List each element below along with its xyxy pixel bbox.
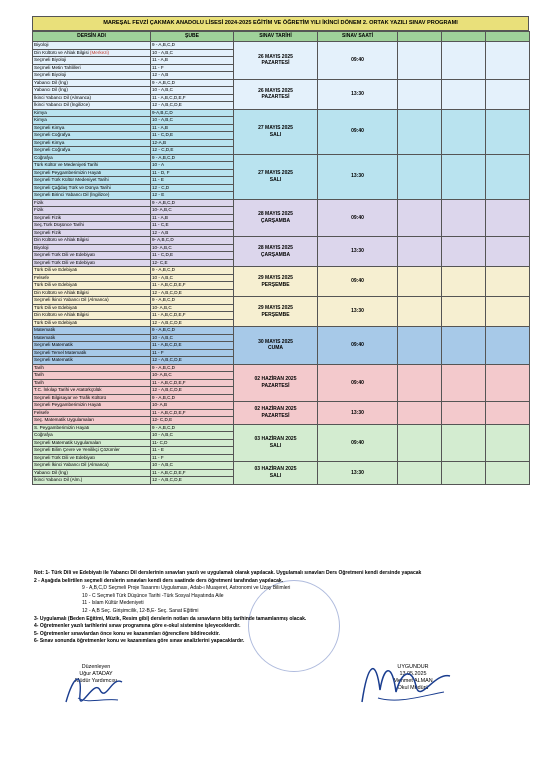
table-row <box>33 297 530 305</box>
exam-date-line: 30 MAYIS 2025 <box>258 338 293 345</box>
empty-cell <box>442 154 486 199</box>
exam-date-cell <box>234 424 318 462</box>
course-cell: Fizik <box>33 207 151 215</box>
section-cell: 10 - A <box>151 162 234 170</box>
section-cell: 12- C,E <box>151 259 234 267</box>
signature-left <box>56 664 136 685</box>
table-row <box>33 199 530 207</box>
exam-date-cell <box>234 364 318 402</box>
course-cell: Coğrafya <box>33 432 151 440</box>
empty-cell <box>486 424 530 462</box>
exam-date-line: PAZARTESİ <box>261 94 290 100</box>
section-cell: 12 - C,D,E <box>151 147 234 155</box>
exam-date-cell <box>234 79 318 109</box>
exam-time-cell: 13:30 <box>318 462 398 485</box>
empty-cell <box>486 109 530 154</box>
exam-time-cell: 09:40 <box>318 424 398 462</box>
course-cell: Seçmeli Bilim Çevre ve Yenilikçi Çözümler <box>33 447 151 455</box>
section-cell: 10- A,B,C <box>151 304 234 312</box>
exam-date-line: SALI <box>269 176 282 183</box>
course-cell: Tarih <box>33 379 151 387</box>
course-cell: Türk Dili ve Edebiyatı <box>33 282 151 290</box>
section-cell: 11 - A,B,C,D,E <box>151 342 234 350</box>
section-cell: 10 - A,B,C <box>151 87 234 95</box>
empty-cell <box>442 237 486 267</box>
header-section: ŞUBE <box>151 32 234 42</box>
empty-cell <box>486 327 530 365</box>
section-cell: 12 - A,B,C,D,E <box>151 477 234 485</box>
handwritten-signature-left <box>60 668 130 708</box>
exam-date-cell <box>234 154 318 199</box>
section-cell: 10 - A,B,C <box>151 49 234 57</box>
section-cell: 11 - A,B,C,D,E,F <box>151 94 234 102</box>
section-cell: 11 - C,E <box>151 222 234 230</box>
section-cell: 10 - A,B,C <box>151 117 234 125</box>
course-cell: Seçmeli Türk Kültür Medeniyet Tarihi <box>33 177 151 185</box>
section-cell: 11 - A,B,C,D,E,F <box>151 469 234 477</box>
note-line: 6- Sınav sonunda öğretmenler konu ve kazanımlara göre sınav analizlerini yapacaklardır. <box>34 638 245 645</box>
exam-date-cell <box>234 237 318 267</box>
exam-date-cell <box>234 199 318 237</box>
empty-cell <box>442 402 486 425</box>
course-cell: Seçmeli Biyoloji <box>33 72 151 80</box>
course-cell: Coğrafya <box>33 154 151 162</box>
handwritten-signature-right <box>358 652 458 710</box>
empty-cell <box>442 297 486 327</box>
exam-time-cell: 09:40 <box>318 267 398 297</box>
section-cell: 11 - A,B,C,D,E,F <box>151 379 234 387</box>
section-cell: 11 - A,B <box>151 214 234 222</box>
course-cell: Seçmeli Coğrafya <box>33 132 151 140</box>
course-cell: Kimya <box>33 109 151 117</box>
exam-date-line: 02 HAZİRAN 2025 <box>254 406 297 413</box>
course-cell: Yabancı Dil (İng) <box>33 469 151 477</box>
exam-date-line: PERŞEMBE <box>261 281 290 288</box>
exam-date-cell <box>234 327 318 365</box>
exam-date-line: 03 HAZİRAN 2025 <box>254 436 297 443</box>
section-cell: 12 - A,B,C,D,E <box>151 357 234 365</box>
table-header-row <box>33 32 530 42</box>
empty-cell <box>398 199 442 237</box>
exam-date-line: PAZARTESİ <box>261 412 290 419</box>
course-cell: Tarih <box>33 364 151 372</box>
course-cell: Seçmeli Matematik Uygulamaları <box>33 439 151 447</box>
empty-cell <box>398 424 442 462</box>
empty-cell <box>442 267 486 297</box>
empty-cell <box>442 462 486 485</box>
signature-label: Düzenleyen <box>81 664 111 670</box>
exam-date-cell <box>234 297 318 327</box>
course-cell: S. Peygamberimizin Hayatı <box>33 424 151 432</box>
course-cell: Türk Kültür ve Medeniyeti Tarihi <box>33 162 151 170</box>
course-cell: Seçmeli Matematik <box>33 342 151 350</box>
section-cell: 10- A,B,C <box>151 207 234 215</box>
table-row <box>33 424 530 432</box>
exam-schedule <box>32 16 529 485</box>
empty-cell <box>398 79 442 109</box>
principal-role: Okul Müdürü <box>397 685 429 691</box>
section-cell: 10 - A,B,C <box>151 462 234 470</box>
section-cell: 9 - A,B,C,D <box>151 79 234 87</box>
course-cell: Seçmeli Türk Dili ve Edebiyatı <box>33 259 151 267</box>
empty-cell <box>486 402 530 425</box>
section-cell: 10- A,B,C <box>151 372 234 380</box>
table-row <box>33 267 530 275</box>
section-cell: 12 - E <box>151 192 234 200</box>
exam-time-cell: 09:40 <box>318 109 398 154</box>
empty-cell <box>398 42 442 80</box>
exam-date-line: PERŞEMBE <box>261 311 290 318</box>
section-cell: 9 - A,B,C,D <box>151 327 234 335</box>
exam-date-line: PAZARTESİ <box>261 60 290 67</box>
note-line: Not: 1- Türk Dili ve Edebiyatı ile Yabancı Dil derslerinin sınavları yazılı ve uygulamalı olarak yapılacak. Uygulamalı sınavları Ders Öğretmeni kendi dersinde yapacak <box>34 570 422 576</box>
empty-cell <box>486 154 530 199</box>
section-cell: 11 - A,B,C,D,E,F <box>151 409 234 417</box>
exam-date-cell <box>234 267 318 297</box>
course-cell: Din Kültürü ve Ahlak Bilgisi (Merkezi) <box>33 49 151 57</box>
header-course: DERSİN ADI <box>33 32 151 42</box>
section-cell: 10 - A,B,C <box>151 334 234 342</box>
notes-section <box>34 570 534 646</box>
course-cell: Seçmeli Temel Matematik <box>33 349 151 357</box>
exam-date-line: 27 MAYIS 2025 <box>258 170 293 176</box>
exam-time-cell: 13:30 <box>318 297 398 327</box>
table-row <box>33 237 530 245</box>
empty-cell <box>398 237 442 267</box>
section-cell: 11 - C,D,E <box>151 252 234 260</box>
section-cell: 12- C,D,E <box>151 417 234 425</box>
course-cell: İkinci Yabancı Dil (Almanca) <box>33 94 151 102</box>
section-cell: 11 - F <box>151 349 234 357</box>
section-cell: 12 - A,B <box>151 72 234 80</box>
course-cell: Fizik <box>33 199 151 207</box>
course-cell: Tarih <box>33 372 151 380</box>
section-cell: 9 - A,B,C,D <box>151 394 234 402</box>
course-cell: Türk Dili ve Edebiyatı <box>33 304 151 312</box>
course-cell: Seçmeli Çağdaş Türk ve Dünya Tarihi <box>33 184 151 192</box>
empty-cell <box>398 154 442 199</box>
course-cell: Din Kültürü ve Ahlak Bilgisi <box>33 237 151 245</box>
empty-cell <box>486 462 530 485</box>
exam-date-line: 26 MAYIS 2025 <box>258 53 293 60</box>
exam-time-cell: 13:30 <box>318 237 398 267</box>
section-cell: 9- A,B,C,D <box>151 237 234 245</box>
exam-date-cell <box>234 42 318 80</box>
exam-date-line: 29 MAYIS 2025 <box>258 275 293 281</box>
exam-date-line: 03 HAZİRAN 2025 <box>254 466 297 473</box>
exam-time-cell: 13:30 <box>318 154 398 199</box>
course-cell: T.C. İnkılap Tarihi ve Atatürkçülük <box>33 387 151 395</box>
course-cell: Biyoloji <box>33 244 151 252</box>
section-cell: 10- A,B,C <box>151 244 234 252</box>
empty-cell <box>486 199 530 237</box>
empty-cell <box>398 109 442 154</box>
course-cell: Seçmeli Birinci Yabancı Dil (İngilizce) <box>33 192 151 200</box>
empty-cell <box>442 364 486 402</box>
empty-cell <box>442 79 486 109</box>
note-line: 3- Uygulamalı (Beden Eğitimi, Müzik, Resim gibi) derslerin notları da sınavların bitiş tarihinde tamamlanmış olacak. <box>34 615 307 622</box>
section-cell: 11 - A,B <box>151 57 234 65</box>
section-cell: 11 - C,D,E <box>151 132 234 140</box>
exam-time-cell: 09:40 <box>318 199 398 237</box>
header-empty <box>398 32 442 42</box>
table-row <box>33 327 530 335</box>
schedule-table <box>32 31 530 485</box>
section-cell: 9 - A,B,C,D <box>151 42 234 50</box>
exam-date-line: PAZARTESİ <box>261 382 290 389</box>
note-line: 12 - A,B Seç. Girişimcilik, 12-B,E- Seç. Sanat Eğitimi <box>82 607 199 614</box>
empty-cell <box>486 297 530 327</box>
course-cell: Seçmeli İkinci Yabancı Dil (Almanca) <box>33 462 151 470</box>
approval-date: 13.05.2025 <box>399 671 427 677</box>
section-cell: 10- A,B <box>151 402 234 410</box>
exam-date-cell <box>234 109 318 154</box>
course-cell: Seçmeli Fizik <box>33 229 151 237</box>
section-cell: 12 - A,B,C,D,E <box>151 289 234 297</box>
empty-cell <box>398 462 442 485</box>
exam-date-line: 28 MAYIS 2025 <box>258 245 293 251</box>
exam-date-cell <box>234 402 318 425</box>
section-cell: 11- C,D <box>151 439 234 447</box>
section-cell: 9 - A,B,C,D <box>151 199 234 207</box>
section-cell: 12-A,B <box>151 139 234 147</box>
course-cell: İkinci Yabancı Dil (İngilizce) <box>33 102 151 110</box>
exam-date-line: 26 MAYIS 2025 <box>258 87 293 94</box>
empty-cell <box>442 327 486 365</box>
header-empty <box>442 32 486 42</box>
course-cell: Seçmeli Bilgisayar ve Trafik Kültürü <box>33 394 151 402</box>
section-cell: 11 - E <box>151 177 234 185</box>
section-cell: 12 - A,B <box>151 229 234 237</box>
exam-date-line: 29 MAYIS 2025 <box>258 305 293 311</box>
course-note: (Merkezi) <box>88 49 110 55</box>
section-cell: 12 - C,D <box>151 184 234 192</box>
course-cell: Seçmeli Peygamberimizin Hayatı <box>33 402 151 410</box>
course-cell: Türk Dili ve Edebiyatı <box>33 267 151 275</box>
exam-date-line: 27 MAYIS 2025 <box>258 125 293 131</box>
approval-label: UYGUNDUR <box>397 664 429 670</box>
section-cell: 11 - D, F <box>151 169 234 177</box>
course-cell: Seçmeli Türk Dili ve Edebiyatı <box>33 252 151 260</box>
empty-cell <box>398 402 442 425</box>
document-title: MAREŞAL FEVZİ ÇAKMAK ANADOLU LİSESİ 2024-2025 EĞİTİM VE ÖĞRETİM YILI İKİNCİ DÖNEM 2. ORTAK YAZILI SINAV PROGRAMI <box>32 16 529 31</box>
table-row <box>33 364 530 372</box>
empty-cell <box>398 267 442 297</box>
note-line: 9 - A,B,C,D Seçmeli Proje Tasarımı Uygulaması, Adab-ı Muaşeret, Astronomi ve Uzay Bilimleri <box>82 585 291 592</box>
course-cell: Seçmeli Fizik <box>33 214 151 222</box>
table-row <box>33 42 530 50</box>
table-row <box>33 402 530 410</box>
section-cell: 10 - A,B,C <box>151 432 234 440</box>
exam-time-cell: 13:30 <box>318 79 398 109</box>
table-row <box>33 109 530 117</box>
course-cell: Türk Dili ve Edebiyatı <box>33 319 151 327</box>
course-cell: Felsefe <box>33 409 151 417</box>
note-line: 5- Öğretmenler sınavlardan önce konu ve kazanımları öğrencilere bildirecektir. <box>34 630 220 637</box>
course-cell: Kimya <box>33 117 151 125</box>
note-line: 4- Öğretmenler yazılı tarihlerini sınav programına göre e-okul sistemine işleyeceklerdir. <box>34 623 241 630</box>
principal-name: Mehmet ALMAN <box>393 678 433 684</box>
course-cell: Seçmeli Türk Dili ve Edebiyatı <box>33 454 151 462</box>
empty-cell <box>442 109 486 154</box>
header-date: SINAV TARİHİ <box>234 32 318 42</box>
course-cell: Seçmeli Coğrafya <box>33 147 151 155</box>
exam-date-cell <box>234 462 318 485</box>
course-cell: Seçmeli Matematik <box>33 357 151 365</box>
signature-right <box>358 664 468 692</box>
section-cell: 11 - A,B <box>151 124 234 132</box>
empty-cell <box>398 297 442 327</box>
course-cell: Seçmeli Biyoloji <box>33 57 151 65</box>
table-row <box>33 462 530 470</box>
table-row <box>33 79 530 87</box>
signature-name: Uğur ATADAY <box>79 671 113 677</box>
course-cell: Seçmeli Kimya <box>33 124 151 132</box>
empty-cell <box>442 424 486 462</box>
empty-cell <box>398 327 442 365</box>
course-cell: Felsefe <box>33 274 151 282</box>
section-cell: 11 - E <box>151 447 234 455</box>
empty-cell <box>486 42 530 80</box>
empty-cell <box>442 42 486 80</box>
exam-date-line: CUMA <box>268 345 283 352</box>
course-cell: Yabancı Dil (İng) <box>33 79 151 87</box>
course-cell: Matematik <box>33 334 151 342</box>
section-cell: 12 - A,B,C,D,E <box>151 387 234 395</box>
course-cell: Matematik <box>33 327 151 335</box>
exam-time-cell: 09:40 <box>318 42 398 80</box>
exam-date-line: SALI <box>269 131 282 138</box>
header-empty <box>486 32 530 42</box>
section-cell: 11 - F <box>151 64 234 72</box>
signature-role: Müdür Yardımcısı <box>74 678 118 684</box>
course-cell: Din Kültürü ve Ahlak Bilgisi <box>33 312 151 320</box>
exam-time-cell: 09:40 <box>318 327 398 365</box>
exam-time-cell: 09:40 <box>318 364 398 402</box>
section-cell: 9 - A,B,C,D <box>151 154 234 162</box>
empty-cell <box>486 237 530 267</box>
empty-cell <box>486 267 530 297</box>
course-cell: Din Kültürü ve Ahlak Bilgisi <box>33 289 151 297</box>
empty-cell <box>398 364 442 402</box>
note-line: 11 - İslam Kültür Medeniyeti <box>82 600 144 607</box>
section-cell: 11 - A,B,C,D,E,F <box>151 312 234 320</box>
header-time: SINAV SAATİ <box>318 32 398 42</box>
course-cell: Seçmeli İkinci Yabancı Dil (Almanca) <box>33 297 151 305</box>
course-cell: Yabancı Dil (İng) <box>33 87 151 95</box>
empty-cell <box>486 79 530 109</box>
section-cell: 9 - A,B,C,D <box>151 267 234 275</box>
section-cell: 9 - A,B,C,D <box>151 297 234 305</box>
note-line: 2 - Aşağıda belirtilen seçmeli derslerin sınavları kendi ders saatinde ders öğretmeni tarafından yapılacak. <box>34 577 284 584</box>
section-cell: 10 - A,B,C <box>151 274 234 282</box>
section-cell: 9-A,B,C,D <box>151 109 234 117</box>
course-cell: Biyoloji <box>33 42 151 50</box>
course-cell: İkinci Yabancı Dil (Alm.) <box>33 477 151 485</box>
exam-date-line: 02 HAZİRAN 2025 <box>254 376 297 383</box>
empty-cell <box>486 364 530 402</box>
section-cell: 11 - F <box>151 454 234 462</box>
course-cell: Seçmeli Peygamberimizin Hayatı <box>33 169 151 177</box>
table-row <box>33 154 530 162</box>
exam-date-line: SALI <box>269 442 282 449</box>
section-cell: 11 - A,B,C,D,E,F <box>151 282 234 290</box>
exam-date-line: ÇARŞAMBA <box>260 251 291 258</box>
exam-date-line: ÇARŞAMBA <box>260 217 291 224</box>
section-cell: 12 - A,B,C,D,E <box>151 102 234 110</box>
course-cell: Seçmeli Kimya <box>33 139 151 147</box>
section-cell: 9 - A,B,C,D <box>151 364 234 372</box>
section-cell: 9 - A,B,C,D <box>151 424 234 432</box>
section-cell: 12 - A,B,C,D,E <box>151 319 234 327</box>
exam-date-line: 28 MAYIS 2025 <box>258 211 293 218</box>
course-cell: Seç.Türk Düşünce Tarihi <box>33 222 151 230</box>
note-line: 10 - C Seçmeli Türk Düşünce Tarihi -Türk Sosyal Hayatında Aile <box>82 592 224 599</box>
course-cell: Seçmeli Metin Tahlilleri <box>33 64 151 72</box>
course-cell: Seç. Matematik Uygulamaları <box>33 417 151 425</box>
empty-cell <box>442 199 486 237</box>
exam-date-line: SALI <box>269 472 282 479</box>
exam-time-cell: 13:30 <box>318 402 398 425</box>
